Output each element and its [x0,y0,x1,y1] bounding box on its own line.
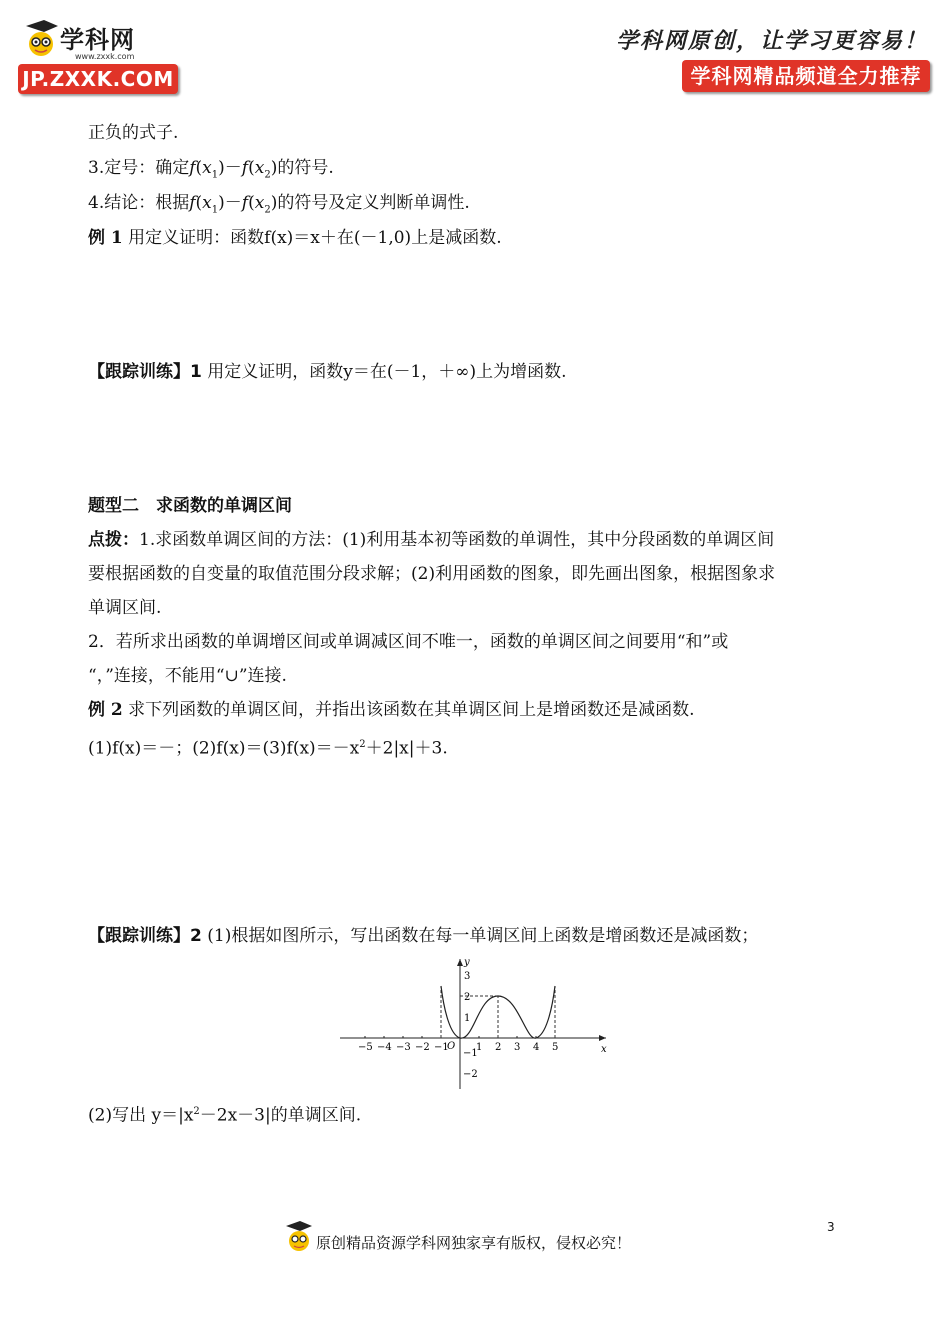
page-number: 3 [827,1220,835,1234]
footer-mascot-icon [284,1220,314,1260]
tip-line: 要根据函数的自变量的取值范围分段求解；(2)利用函数的图象，即先画出图象，根据图象求 [88,564,776,584]
text-line: 正负的式子. [88,123,179,143]
y-tick-label: −1 [463,1048,478,1059]
x-tick-label: −2 [415,1042,430,1053]
origin-label: O [447,1041,456,1052]
y-axis-label: y [464,957,470,968]
text-line: 3.定号：确定$f(x_1)-f(x_2)$的符号. [88,158,334,181]
y-tick-label: 1 [464,1013,471,1024]
training-2: 【跟踪训练】2 (1)根据如图所示，写出函数在每一单调区间上函数是增函数还是减函数； [88,926,759,946]
text-line: 4.结论：根据$f(x_1)-f(x_2)$的符号及定义判断单调性. [88,193,470,216]
example-1: 例 1 用定义证明：函数f(x)＝x＋在(－1,0)上是减函数. [88,228,502,248]
section-title: 题型二 求函数的单调区间 [88,496,292,516]
x-tick-label: 5 [552,1042,559,1053]
y-tick-label: 2 [464,992,471,1003]
function-graph [338,955,613,1099]
footer-copyright: 原创精品资源学科网独家享有版权，侵权必究！ [316,1234,632,1252]
slogan: 学科网原创，让学习更容易！ [615,28,928,54]
x-tick-label: 3 [514,1042,521,1053]
logo-banner: JP.ZXXK.COM [18,64,178,94]
x-tick-label: −4 [377,1042,392,1053]
tip-line: 点拨：1.求函数单调区间的方法：(1)利用基本初等函数的单调性，其中分段函数的单调区间 [88,530,775,550]
y-tick-label: −2 [463,1069,478,1080]
x-tick-label: 2 [495,1042,502,1053]
tip-line: “，”连接，不能用“∪”连接. [88,666,287,686]
slogan-banner: 学科网精品频道全力推荐 [682,60,930,92]
tip-line: 单调区间. [88,598,162,618]
logo-name: 学科网 [60,26,135,54]
logo-url: www.zxxk.com [75,52,135,61]
example-2-items: (1)f(x)＝－；$(2)f(x)=(3)f(x)=-x^2+2|x|+3$. [88,738,448,759]
x-tick-label: −5 [358,1042,373,1053]
x-tick-label: −3 [396,1042,411,1053]
x-tick-label: −1 [434,1042,449,1053]
training-2-q2: (2)写出 $y=|x^2-2x-3|$的单调区间. [88,1105,362,1126]
y-tick-label: 3 [464,971,471,982]
x-tick-label: 1 [476,1042,483,1053]
tip-line: 2．若所求出函数的单调增区间或单调减区间不唯一，函数的单调区间之间要用“和”或 [88,632,729,652]
example-2: 例 2 求下列函数的单调区间，并指出该函数在其单调区间上是增函数还是减函数. [88,700,695,720]
training-1: 【跟踪训练】1 用定义证明，函数y＝在(－1，＋∞)上为增函数. [88,362,567,382]
x-tick-label: 4 [533,1042,540,1053]
y-ticks [463,971,478,1080]
mascot-icon [22,18,60,62]
x-ticks [358,1036,558,1053]
x-axis-label: x [601,1044,607,1055]
